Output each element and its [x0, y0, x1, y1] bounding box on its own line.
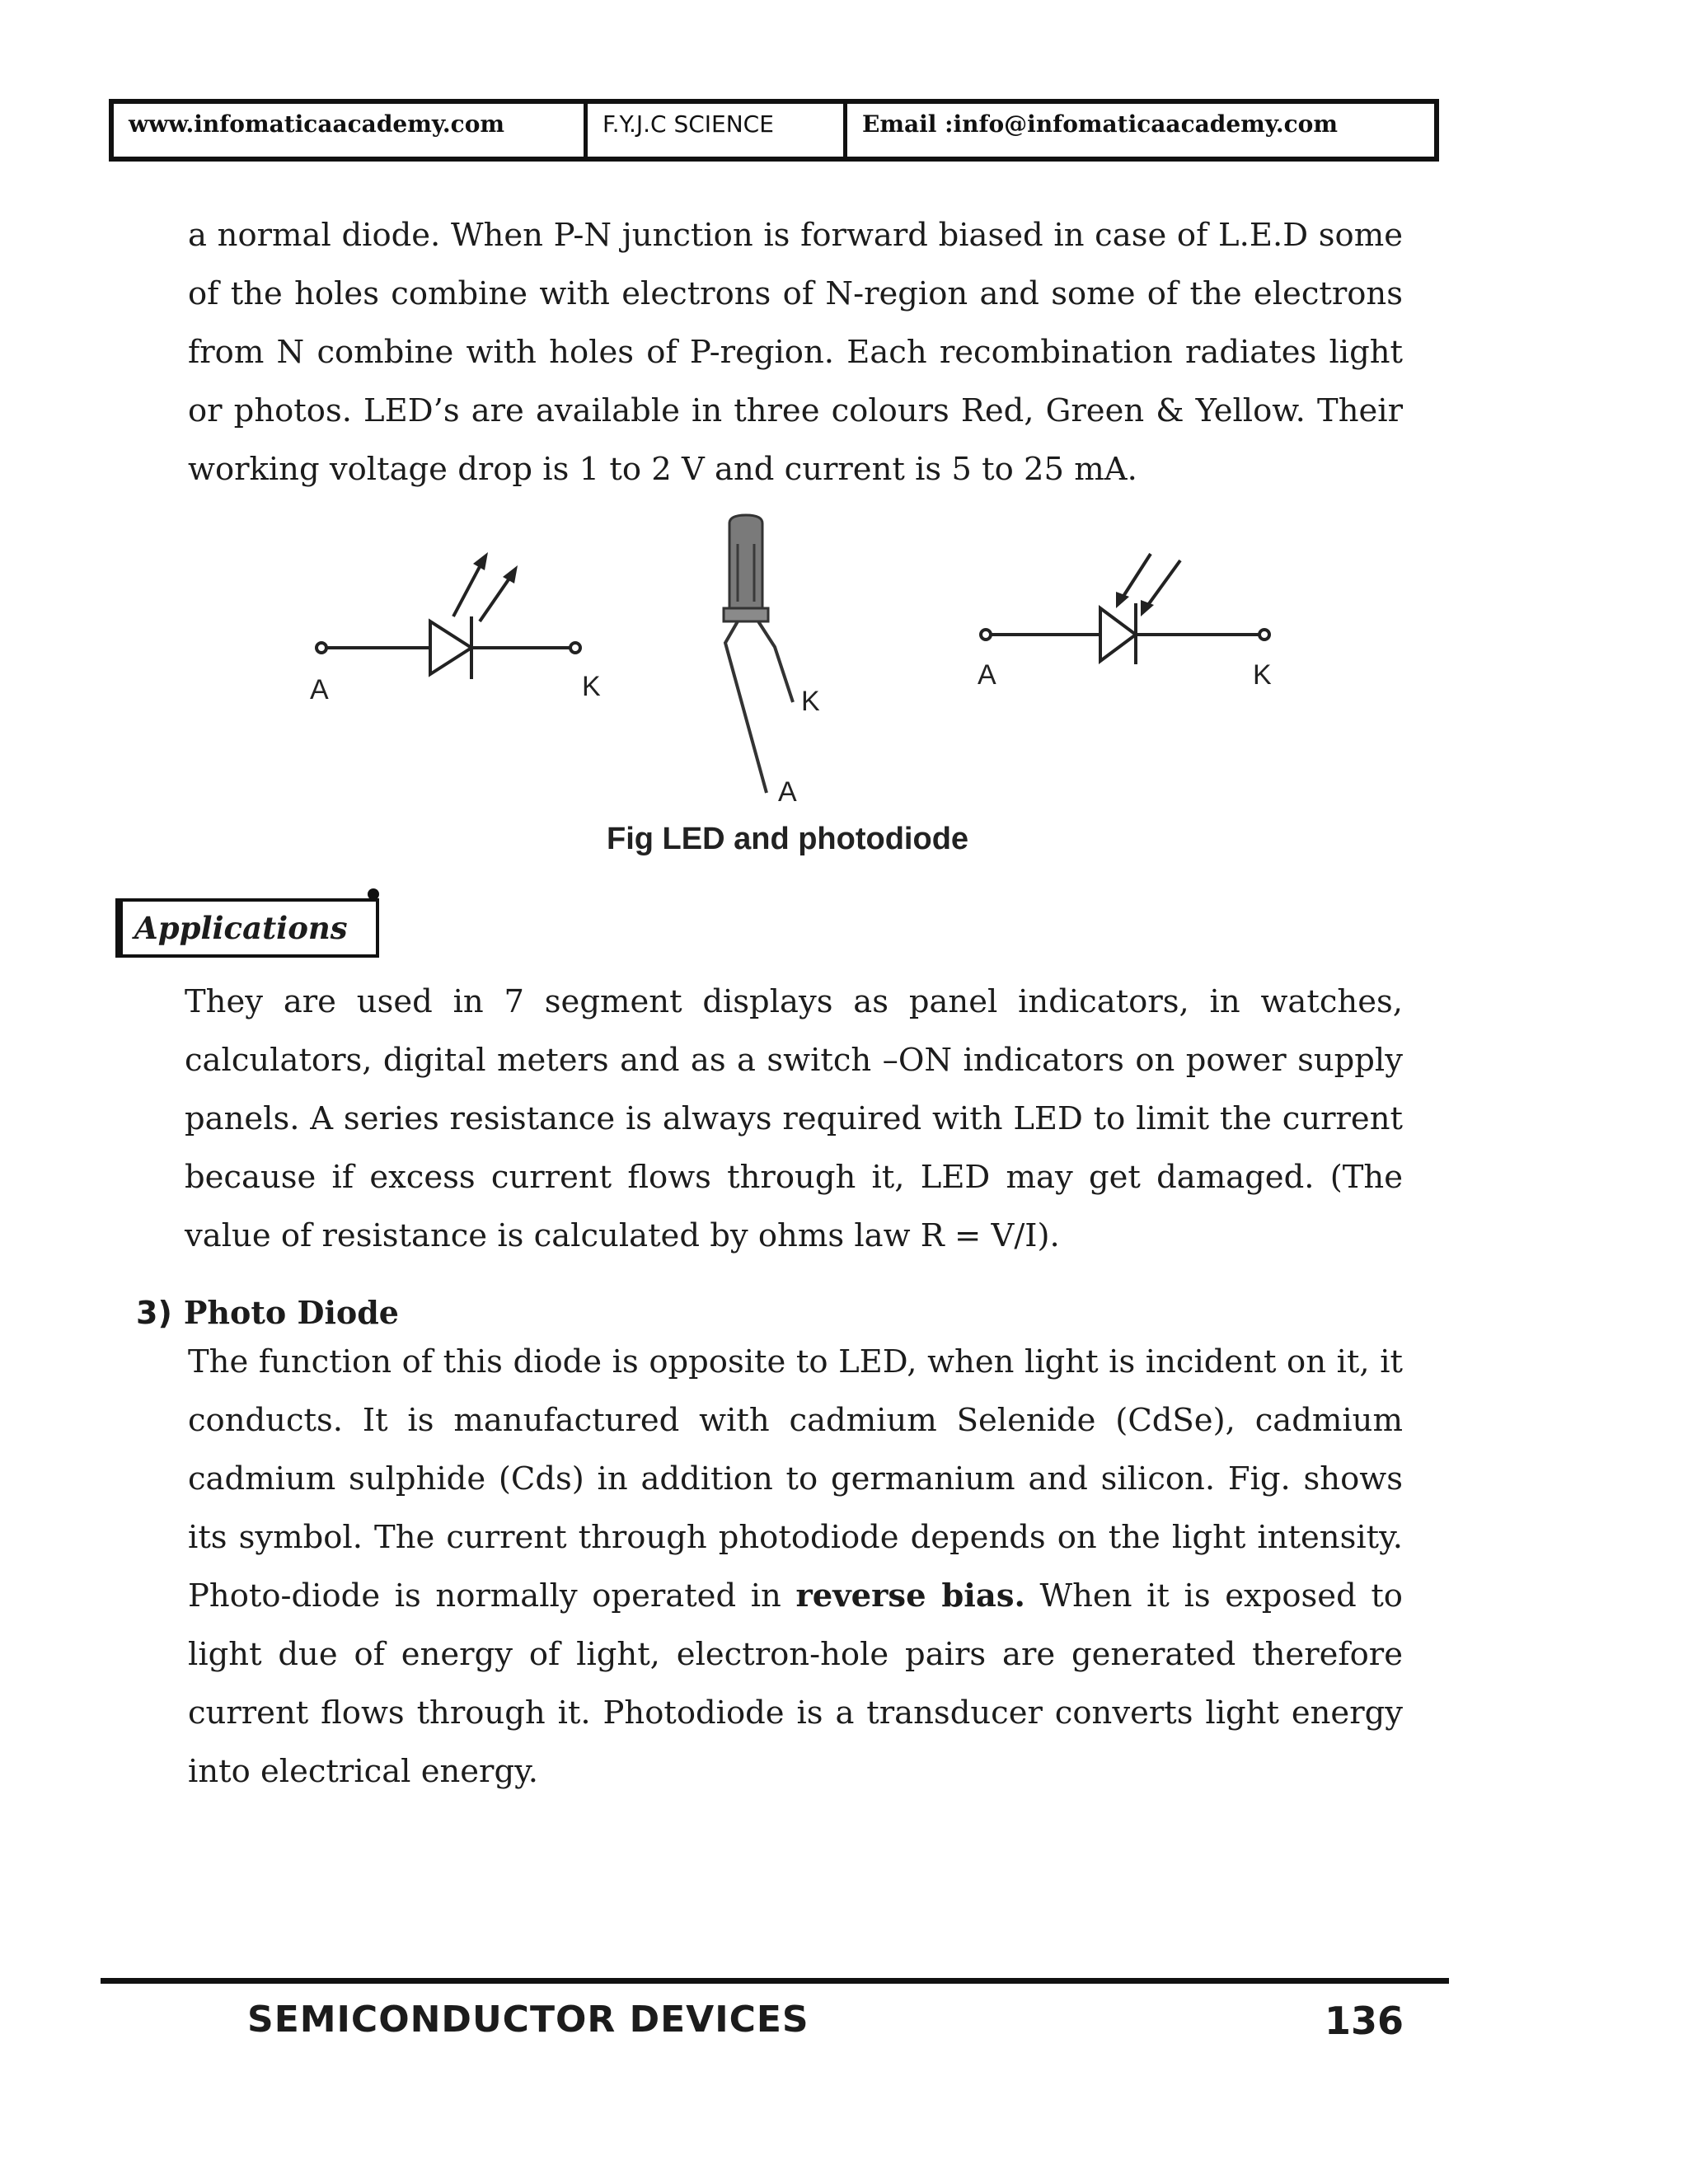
- photodiode-symbol: [981, 554, 1269, 664]
- photo-diode-text-part2: When it is exposed to light due of energy of light, electron-hole pairs are generated therefore current flows through it. Photodiode is a transducer converts light energy into electrical energy.: [188, 1577, 1403, 1790]
- photo-diode-number: 3): [136, 1295, 172, 1331]
- led-symbol-cathode-label: K: [582, 671, 601, 702]
- header-email: Email :info@infomaticaacademy.com: [862, 110, 1338, 138]
- photo-diode-paragraph: [188, 1333, 1403, 1801]
- header-course: F.Y.J.C SCIENCE: [588, 104, 847, 157]
- led-component-anode-label: A: [778, 776, 797, 808]
- photodiode-anode-label: A: [978, 659, 996, 691]
- footer-chapter-title: SEMICONDUCTOR DEVICES: [247, 1999, 809, 2041]
- led-component: [724, 515, 793, 793]
- applications-heading-ornament: [368, 888, 379, 900]
- applications-paragraph: They are used in 7 segment displays as panel indicators, in watches, calculators, digital meters and as a switch –ON indicators on power supply panels. A series resistance is always required with LED to limit the current because if excess current flows through it, LED may get damaged. (The value of resistance is calculated by ohms law R = V/I).: [185, 983, 1403, 1254]
- page-header: [109, 99, 1439, 162]
- figure-svg: [280, 511, 1319, 874]
- photo-diode-title: Photo Diode: [183, 1294, 399, 1331]
- footer-divider: [101, 1978, 1449, 1984]
- led-photodiode-figure: [280, 511, 1319, 874]
- photodiode-cathode-label: K: [1253, 659, 1272, 691]
- intro-paragraph: a normal diode. When P-N junction is forward biased in case of L.E.D some of the holes combine with electrons of N-region and some of the electrons from N combine with holes of P-region. Each recombination radiates light or photos. LED’s are available in three colours Red, Green & Yellow. Their working voltage drop is 1 to 2 V and current is 5 to 25 mA.: [188, 217, 1403, 488]
- figure-caption: Fig LED and photodiode: [607, 822, 969, 856]
- photo-diode-text-part1: The function of this diode is opposite to LED, when light is incident on it, it conducts. It is manufactured with cadmium Selenide (CdSe), cadmium cadmium sulphide (Cds) in addition to germanium and silicon. Fig. shows its symbol. The current through photodiode depends on the light intensity. Photo-diode is normally operated in: [188, 1343, 1403, 1615]
- led-symbol-anode-label: A: [310, 674, 329, 705]
- photo-diode-bold-text: reverse bias.: [795, 1577, 1025, 1615]
- applications-heading: Applications: [115, 898, 379, 958]
- led-component-cathode-label: K: [801, 686, 820, 717]
- photo-diode-heading: [136, 1294, 399, 1331]
- header-website: www.infomaticaacademy.com: [114, 104, 588, 157]
- footer-page-number: 136: [1324, 1999, 1404, 2043]
- led-symbol: [316, 552, 580, 679]
